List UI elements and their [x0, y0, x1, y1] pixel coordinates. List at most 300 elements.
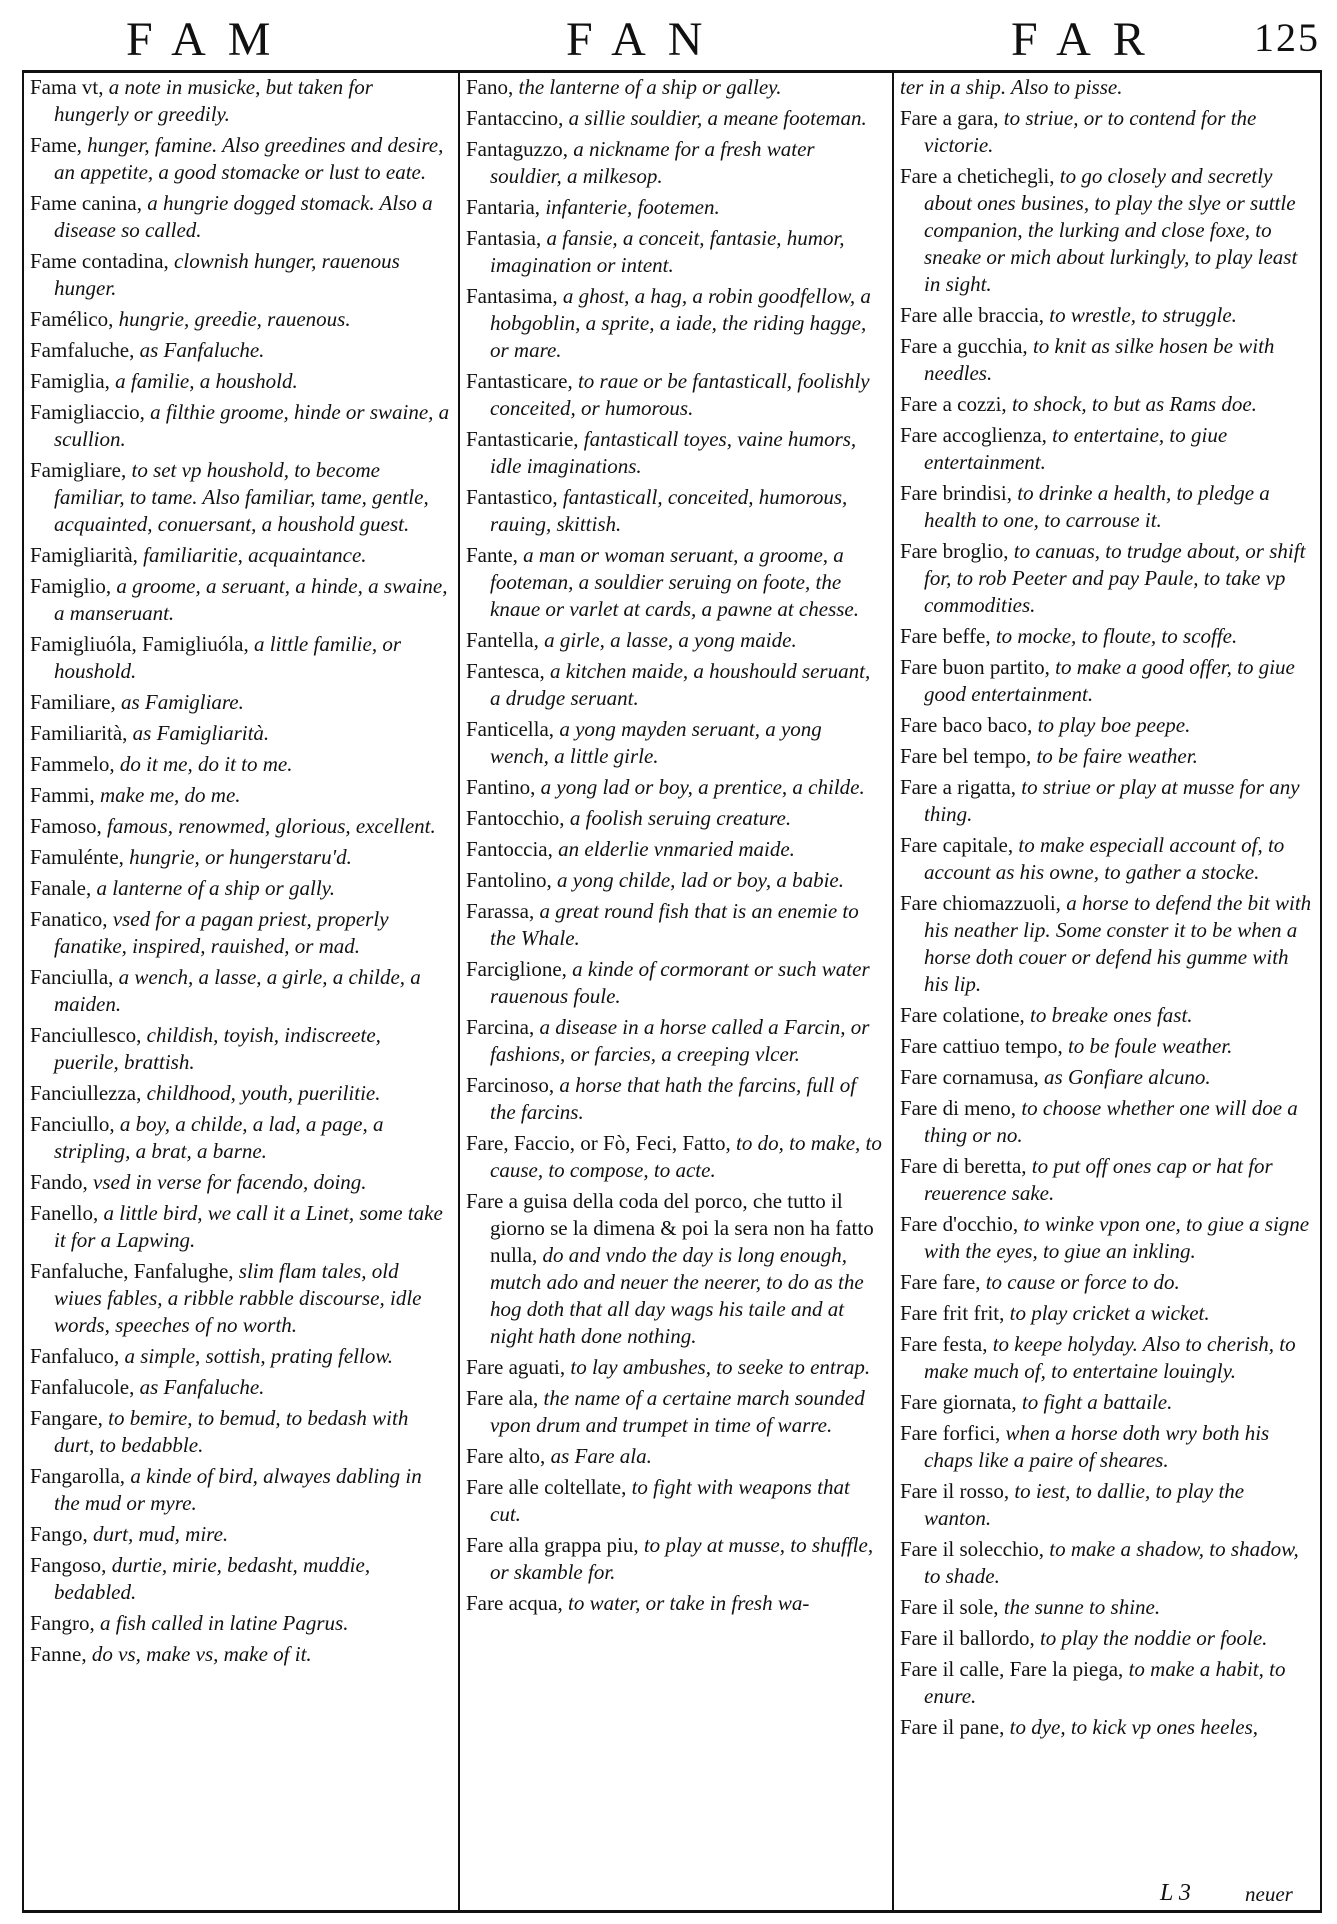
dictionary-entry: [466, 836, 884, 863]
definition: as Famigliarità.: [132, 721, 270, 745]
definition: to bemire, to bemud, to bedash with durt, to bedabble.: [54, 1406, 409, 1457]
definition: to play boe peepe.: [1037, 713, 1191, 737]
dictionary-entry: [900, 1420, 1314, 1474]
dictionary-entry: [30, 132, 450, 186]
definition: childish, toyish, indiscreete, puerile, brattish.: [54, 1023, 381, 1074]
headword: Fare a rigatta,: [900, 775, 1022, 799]
headword: Fantaria,: [466, 195, 546, 219]
definition: fantasticall toyes, vaine humors, idle imaginations.: [490, 427, 857, 478]
definition: a familie, a houshold.: [115, 369, 298, 393]
definition: a wench, a lasse, a girle, a childe, a maiden.: [54, 965, 421, 1016]
definition: vsed for a pagan priest, properly fanatike, inspired, rauished, or mad.: [54, 907, 389, 958]
dictionary-entry: [900, 1002, 1314, 1029]
dictionary-entry: [30, 542, 450, 569]
headword: Fanfaluco,: [30, 1344, 125, 1368]
headword: Fare di beretta,: [900, 1154, 1032, 1178]
headword: Fante,: [466, 543, 524, 567]
dictionary-entry: [900, 890, 1314, 998]
headword: Fare giornata,: [900, 1390, 1022, 1414]
definition: a disease in a horse called a Farcin, or fashions, or farcies, a creeping vlcer.: [490, 1015, 870, 1066]
column-border-left: [22, 70, 24, 1912]
definition: to entertaine, to giue entertainment.: [924, 423, 1228, 474]
definition: to keepe holyday. Also to cherish, to make much of, to entertaine louingly.: [924, 1332, 1296, 1383]
guide-word-center: FAN: [566, 13, 725, 66]
dictionary-entry: [466, 1130, 884, 1184]
definition: infanterie, footemen.: [545, 195, 720, 219]
definition: famous, renowmed, glorious, excellent.: [107, 814, 436, 838]
headword: Fare frit frit,: [900, 1301, 1010, 1325]
definition: a fansie, a conceit, fantasie, humor, imagination or intent.: [490, 226, 845, 277]
definition: to go closely and secretly about ones busines, to play the slye or suttle companion, the lurking and close foxe, to sneake or mich about lurkingly, to play least in sight.: [924, 164, 1298, 296]
headword: Fano,: [466, 75, 519, 99]
headword: Fanale,: [30, 876, 97, 900]
headword: Fare ala,: [466, 1386, 544, 1410]
headword: Fanciullezza,: [30, 1081, 147, 1105]
definition: to breake ones fast.: [1030, 1003, 1193, 1027]
definition: the name of a certaine march sounded vpon drum and trumpet in time of warre.: [490, 1386, 865, 1437]
headword: Famoso,: [30, 814, 108, 838]
definition: a man or woman seruant, a groome, a footeman, a souldier seruing on foote, the knaue or varlet at cards, a pawne at chesse.: [490, 543, 859, 621]
headword: Fammelo,: [30, 752, 120, 776]
headword: Fame contadina,: [30, 249, 175, 273]
definition: to mocke, to floute, to scoffe.: [995, 624, 1238, 648]
headword: Fare fare,: [900, 1270, 986, 1294]
dictionary-entry: [466, 1014, 884, 1068]
dictionary-entry: [900, 302, 1314, 329]
headword: Fantocchio,: [466, 806, 570, 830]
column-border-right: [1320, 70, 1322, 1912]
headword: Fama vt,: [30, 75, 109, 99]
definition: hungrie, or hungerstaru'd.: [129, 845, 352, 869]
headword: Fare baco baco,: [900, 713, 1038, 737]
definition: to striue or play at musse for any thing.: [924, 775, 1300, 826]
headword: Fare il rosso,: [900, 1479, 1015, 1503]
headword: Fanciullo,: [30, 1112, 120, 1136]
headword: Fangare,: [30, 1406, 109, 1430]
dictionary-entry: [900, 1300, 1314, 1327]
dictionary-entry: [30, 1343, 450, 1370]
definition: a foolish seruing creature.: [569, 806, 792, 830]
headword: Fanciulla,: [30, 965, 119, 989]
dictionary-entry: [466, 542, 884, 623]
headword: Famigliaccio,: [30, 400, 151, 424]
dictionary-entry: [900, 1331, 1314, 1385]
dictionary-entry: [30, 875, 450, 902]
headword: Fare capitale,: [900, 833, 1019, 857]
dictionary-entry: [30, 1552, 450, 1606]
dictionary-entry: [466, 1532, 884, 1586]
definition: do it me, do it to me.: [119, 752, 293, 776]
page-number: 125: [1254, 15, 1320, 60]
headword: Familiare,: [30, 690, 121, 714]
definition: do vs, make vs, make of it.: [91, 1642, 312, 1666]
guide-word-left: FAM: [126, 13, 293, 66]
definition: hunger, famine. Also greedines and desire, an appetite, a good stomacke or lust to eate.: [54, 133, 444, 184]
dictionary-entry: [30, 1258, 450, 1339]
headword: Famigliuóla, Famigliuóla,: [30, 632, 254, 656]
dictionary-entry: [30, 457, 450, 538]
headword: Fare, Faccio, or Fò, Feci, Fatto,: [466, 1131, 737, 1155]
definition: a sillie souldier, a meane footeman.: [568, 106, 867, 130]
column-divider-1: [458, 70, 460, 1912]
headword: Fare beffe,: [900, 624, 996, 648]
headword: Fangro,: [30, 1611, 100, 1635]
headword: Fare alle coltellate,: [466, 1475, 632, 1499]
dictionary-entry: [900, 422, 1314, 476]
definition: to put off ones cap or hat for reuerence sake.: [924, 1154, 1273, 1205]
dictionary-entry: [466, 136, 884, 190]
definition: to striue, or to contend for the victorie.: [924, 106, 1257, 157]
dictionary-entry: [30, 1521, 450, 1548]
dictionary-entry: [900, 391, 1314, 418]
dictionary-entry: [466, 627, 884, 654]
dictionary-entry: [900, 712, 1314, 739]
headword: Fare aguati,: [466, 1355, 571, 1379]
dictionary-entry: [30, 1641, 450, 1668]
dictionary-entry: [466, 426, 884, 480]
catchword: neuer: [1245, 1882, 1293, 1906]
column-3: [900, 74, 1314, 1904]
headword: Fango,: [30, 1522, 93, 1546]
dictionary-entry: [30, 399, 450, 453]
headword: Fantaguzzo,: [466, 137, 574, 161]
headword: Fangoso,: [30, 1553, 112, 1577]
headword: Fare alle braccia,: [900, 303, 1050, 327]
headword: Fantasticare,: [466, 369, 578, 393]
dictionary-entry: [466, 774, 884, 801]
headword: Fare a chetichegli,: [900, 164, 1060, 188]
definition: a little bird, we call it a Linet, some take it for a Lapwing.: [54, 1201, 443, 1252]
dictionary-entry: [466, 658, 884, 712]
definition: to fight a battaile.: [1021, 1390, 1173, 1414]
headword: Fame canina,: [30, 191, 148, 215]
headword: Fantella,: [466, 628, 545, 652]
definition: familiaritie, acquaintance.: [143, 543, 367, 567]
definition: to be foule weather.: [1067, 1034, 1233, 1058]
dictionary-entry: [900, 538, 1314, 619]
definition: a lanterne of a ship or gally.: [96, 876, 336, 900]
definition: to play at musse, to shuffle, or skamble for.: [490, 1533, 874, 1584]
definition: to play cricket a wicket.: [1009, 1301, 1210, 1325]
dictionary-entry: [466, 716, 884, 770]
headword: Famigliare,: [30, 458, 132, 482]
headword: Farciglione,: [466, 957, 573, 981]
definition: a filthie groome, hinde or swaine, a scullion.: [54, 400, 450, 451]
definition: as Gonfiare alcuno.: [1044, 1065, 1211, 1089]
dictionary-entry: [466, 956, 884, 1010]
dictionary-entry: [466, 1354, 884, 1381]
definition: a ghost, a hag, a robin goodfellow, a hobgoblin, a sprite, a iade, the riding hagge, or mare.: [490, 284, 871, 362]
dictionary-entry: [30, 631, 450, 685]
guide-word-right: FAR: [1011, 13, 1167, 66]
dictionary-entry: [466, 283, 884, 364]
headword: Fare festa,: [900, 1332, 993, 1356]
dictionary-entry: [466, 105, 884, 132]
dictionary-entry: [30, 1022, 450, 1076]
dictionary-entry: [30, 368, 450, 395]
dictionary-entry: [30, 906, 450, 960]
headword: Fare a gara,: [900, 106, 1004, 130]
dictionary-entry: [30, 751, 450, 778]
dictionary-entry: [900, 74, 1314, 101]
dictionary-entry: [466, 74, 884, 101]
headword: Fare buon partito,: [900, 655, 1056, 679]
definition: a fish called in latine Pagrus.: [100, 1611, 349, 1635]
definition: to set vp houshold, to become familiar, to tame. Also familiar, tame, gentle, acquainted, conuersant, a houshold guest.: [54, 458, 429, 536]
headword: Fame,: [30, 133, 88, 157]
dictionary-entry: [466, 368, 884, 422]
definition: a yong childe, lad or boy, a babie.: [557, 868, 844, 892]
dictionary-entry: [30, 306, 450, 333]
dictionary-entry: [30, 337, 450, 364]
dictionary-entry: [900, 333, 1314, 387]
headword: Fantastico,: [466, 485, 563, 509]
definition: a horse that hath the farcins, full of the farcins.: [490, 1073, 857, 1124]
definition: ter in a ship. Also to pisse.: [900, 75, 1123, 99]
dictionary-entry: [30, 782, 450, 809]
dictionary-entry: [466, 898, 884, 952]
definition: a horse to defend the bit with his neather lip. Some conster it to be when a horse doth couer or defend his gumme with his lip.: [924, 891, 1312, 996]
headword: Fando,: [30, 1170, 93, 1194]
definition: to choose whether one will doe a thing or no.: [924, 1096, 1298, 1147]
dictionary-entry: [30, 720, 450, 747]
dictionary-entry: [30, 248, 450, 302]
dictionary-entry: [30, 190, 450, 244]
definition: to make especiall account of, to account as his owne, to gather a stocke.: [924, 833, 1285, 884]
dictionary-entry: [900, 1389, 1314, 1416]
dictionary-entry: [900, 1536, 1314, 1590]
dictionary-entry: [466, 225, 884, 279]
headword: Fare di meno,: [900, 1096, 1022, 1120]
definition: childhood, youth, puerilitie.: [146, 1081, 381, 1105]
headword: Fare brindisi,: [900, 481, 1018, 505]
dictionary-entry: [466, 805, 884, 832]
definition: as Fare ala.: [550, 1444, 652, 1468]
definition: a great round fish that is an enemie to the Whale.: [490, 899, 859, 950]
dictionary-entry: [30, 1169, 450, 1196]
definition: vsed in verse for facendo, doing.: [93, 1170, 367, 1194]
definition: as Fanfaluche.: [139, 1375, 265, 1399]
headword: Fantasticarie,: [466, 427, 584, 451]
headword: Famiglia,: [30, 369, 116, 393]
definition: slim flam tales, old wiues fables, a ribble rabble discourse, idle words, speeches of no worth.: [54, 1259, 422, 1337]
definition: to be faire weather.: [1036, 744, 1198, 768]
definition: to make a good offer, to giue good entertainment.: [924, 655, 1295, 706]
headword: Farcinoso,: [466, 1073, 560, 1097]
dictionary-entry: [30, 573, 450, 627]
definition: a boy, a childe, a lad, a page, a stripling, a brat, a barne.: [54, 1112, 384, 1163]
headword: Fantaccino,: [466, 106, 569, 130]
definition: to do, to make, to cause, to compose, to acte.: [490, 1131, 882, 1182]
headword: Fanciullesco,: [30, 1023, 147, 1047]
definition: to play the noddie or foole.: [1039, 1626, 1268, 1650]
headword: Fare broglio,: [900, 539, 1014, 563]
definition: to shock, to but as Rams doe.: [1011, 392, 1257, 416]
headword: Fare colatione,: [900, 1003, 1031, 1027]
definition: to lay ambushes, to seeke to entrap.: [570, 1355, 871, 1379]
headword: Familiarità,: [30, 721, 133, 745]
signature-mark: L 3: [1160, 1880, 1191, 1906]
headword: Fanatico,: [30, 907, 113, 931]
definition: to raue or be fantasticall, foolishly conceited, or humorous.: [490, 369, 870, 420]
headword: Farcina,: [466, 1015, 540, 1039]
headword: Fare cornamusa,: [900, 1065, 1045, 1089]
header-rule: [22, 70, 1322, 73]
headword: Famiglio,: [30, 574, 117, 598]
dictionary-entry: [466, 867, 884, 894]
headword: Fangarolla,: [30, 1464, 131, 1488]
dictionary-entry: [466, 194, 884, 221]
headword: Fare il pane,: [900, 1715, 1010, 1739]
definition: to water, or take in fresh wa-: [568, 1591, 810, 1615]
dictionary-entry: [30, 1374, 450, 1401]
footer-rule: [22, 1910, 1322, 1913]
headword: Fare bel tempo,: [900, 744, 1037, 768]
definition: durt, mud, mire.: [93, 1522, 229, 1546]
headword: Fantasima,: [466, 284, 563, 308]
dictionary-entry: [900, 1656, 1314, 1710]
headword: Fanfalucole,: [30, 1375, 140, 1399]
dictionary-entry: [900, 1625, 1314, 1652]
dictionary-entry: [466, 484, 884, 538]
dictionary-entry: [900, 1478, 1314, 1532]
definition: to canuas, to trudge about, or shift for, to rob Peeter and pay Paule, to take vp commodities.: [924, 539, 1306, 617]
headword: Farassa,: [466, 899, 540, 923]
definition: a yong lad or boy, a prentice, a childe.: [540, 775, 865, 799]
dictionary-entry: [466, 1590, 884, 1617]
dictionary-entry: [900, 1714, 1314, 1741]
headword: Fare il ballordo,: [900, 1626, 1040, 1650]
headword: Fammi,: [30, 783, 101, 807]
dictionary-entry: [466, 1188, 884, 1350]
headword: Fantesca,: [466, 659, 550, 683]
definition: to wrestle, to struggle.: [1049, 303, 1237, 327]
dictionary-entry: [900, 1033, 1314, 1060]
dictionary-entry: [900, 1594, 1314, 1621]
headword: Fare chiomazzuoli,: [900, 891, 1067, 915]
headword: Fare accoglienza,: [900, 423, 1053, 447]
definition: make me, do me.: [100, 783, 241, 807]
dictionary-entry: [900, 105, 1314, 159]
dictionary-entry: [30, 844, 450, 871]
dictionary-entry: [466, 1474, 884, 1528]
headword: Fare il calle, Fare la piega,: [900, 1657, 1129, 1681]
definition: a girle, a lasse, a yong maide.: [544, 628, 797, 652]
definition: hungrie, greedie, rauenous.: [118, 307, 351, 331]
headword: Fantasia,: [466, 226, 547, 250]
definition: a kinde of bird, alwayes dabling in the mud or myre.: [54, 1464, 422, 1515]
definition: a nickname for a fresh water souldier, a milkesop.: [490, 137, 815, 188]
headword: Famfaluche,: [30, 338, 140, 362]
dictionary-entry: [30, 813, 450, 840]
headword: Fare cattiuo tempo,: [900, 1034, 1068, 1058]
dictionary-entry: [30, 1405, 450, 1459]
dictionary-entry: [30, 1463, 450, 1517]
column-divider-2: [892, 70, 894, 1912]
dictionary-entry: [900, 832, 1314, 886]
definition: a kinde of cormorant or such water rauenous foule.: [490, 957, 870, 1008]
headword: Fantolino,: [466, 868, 558, 892]
definition: to cause or force to do.: [985, 1270, 1180, 1294]
dictionary-entry: [466, 1072, 884, 1126]
headword: Fanne,: [30, 1642, 92, 1666]
dictionary-entry: [900, 1211, 1314, 1265]
definition: a groome, a seruant, a hinde, a swaine, a manseruant.: [54, 574, 448, 625]
definition: a note in musicke, but taken for hungerly or greedily.: [54, 75, 373, 126]
definition: a simple, sottish, prating fellow.: [124, 1344, 394, 1368]
dictionary-entry: [900, 1095, 1314, 1149]
definition: to winke vpon one, to giue a signe with the eyes, to giue an inkling.: [924, 1212, 1310, 1263]
definition: a little familie, or houshold.: [54, 632, 401, 683]
dictionary-entry: [30, 689, 450, 716]
headword: Fantoccia,: [466, 837, 559, 861]
definition: the lanterne of a ship or galley.: [518, 75, 782, 99]
dictionary-entry: [900, 1153, 1314, 1207]
dictionary-entry: [30, 1610, 450, 1637]
dictionary-entry: [900, 654, 1314, 708]
dictionary-entry: [30, 1080, 450, 1107]
headword: Fare il solecchio,: [900, 1537, 1050, 1561]
definition: fantasticall, conceited, humorous, rauing, skittish.: [490, 485, 848, 536]
headword: Famélico,: [30, 307, 119, 331]
column-1: [30, 74, 450, 1904]
column-2: [466, 74, 884, 1904]
definition: to make a habit, to enure.: [924, 1657, 1286, 1708]
dictionary-entry: [30, 74, 450, 128]
headword: Fare il sole,: [900, 1595, 1004, 1619]
headword: Fanticella,: [466, 717, 560, 741]
dictionary-entry: [900, 743, 1314, 770]
dictionary-entry: [900, 774, 1314, 828]
dictionary-entry: [900, 1064, 1314, 1091]
dictionary-entry: [900, 480, 1314, 534]
definition: to make a shadow, to shadow, to shade.: [924, 1537, 1299, 1588]
definition: to drinke a health, to pledge a health to one, to carrouse it.: [924, 481, 1270, 532]
headword: Fare a guisa della coda del porco, che tutto il giorno se la dimena & poi la sera non ha fatto nulla,: [466, 1189, 874, 1267]
headword: Fanfaluche, Fanfalughe,: [30, 1259, 239, 1283]
headword: Fare forfici,: [900, 1421, 1006, 1445]
definition: as Famigliare.: [120, 690, 244, 714]
definition: clownish hunger, rauenous hunger.: [54, 249, 400, 300]
dictionary-entry: [466, 1443, 884, 1470]
headword: Fare d'occhio,: [900, 1212, 1024, 1236]
definition: to dye, to kick vp ones heeles,: [1009, 1715, 1259, 1739]
headword: Famulénte,: [30, 845, 130, 869]
definition: an elderlie vnmaried maide.: [558, 837, 795, 861]
definition: a hungrie dogged stomack. Also a disease so called.: [54, 191, 433, 242]
dictionary-entry: [30, 1200, 450, 1254]
running-head: [26, 10, 1326, 68]
dictionary-entry: [466, 1385, 884, 1439]
headword: Fare alto,: [466, 1444, 551, 1468]
headword: Fare a gucchia,: [900, 334, 1033, 358]
headword: Fantino,: [466, 775, 541, 799]
headword: Fanello,: [30, 1201, 104, 1225]
definition: to iest, to dallie, to play the wanton.: [924, 1479, 1245, 1530]
dictionary-entry: [900, 163, 1314, 298]
dictionary-entry: [30, 964, 450, 1018]
headword: Fare a cozzi,: [900, 392, 1012, 416]
definition: as Fanfaluche.: [139, 338, 265, 362]
definition: a kitchen maide, a houshould seruant, a drudge seruant.: [490, 659, 871, 710]
definition: do and vndo the day is long enough, mutch ado and neuer the neerer, to do as the hog doth that all day wags his taile and at night hath done nothing.: [490, 1243, 864, 1348]
dictionary-entry: [900, 1269, 1314, 1296]
dictionary-entry: [900, 623, 1314, 650]
definition: when a horse doth wry both his chaps like a paire of sheares.: [924, 1421, 1270, 1472]
definition: a yong mayden seruant, a yong wench, a little girle.: [490, 717, 822, 768]
definition: the sunne to shine.: [1003, 1595, 1161, 1619]
definition: to fight with weapons that cut.: [490, 1475, 850, 1526]
